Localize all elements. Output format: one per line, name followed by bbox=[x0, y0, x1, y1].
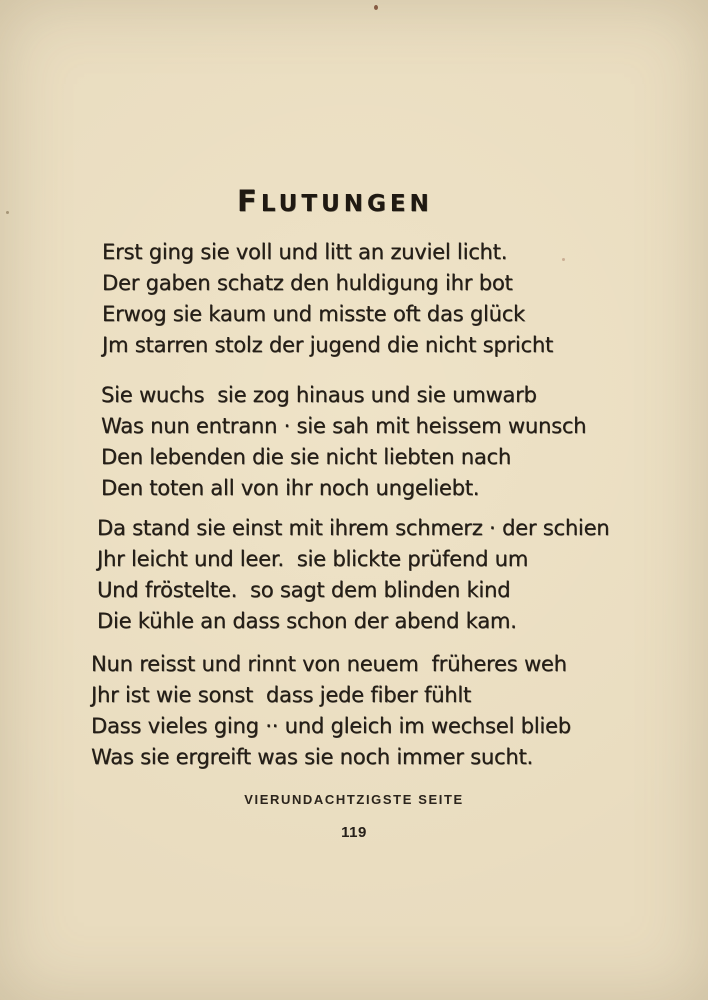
poem-line: Was nun entrann · sie sah mit heissem wunsch bbox=[101, 414, 587, 438]
poem-line: Jhr leicht und leer. sie blickte prüfend um bbox=[97, 547, 528, 571]
poem-line: Was sie ergreift was sie noch immer sucht. bbox=[91, 745, 533, 769]
poem-line: Erst ging sie voll und litt an zuviel licht. bbox=[102, 240, 508, 264]
paper-speck bbox=[6, 211, 9, 214]
poem-line: Jm starren stolz der jugend die nicht spricht bbox=[102, 333, 554, 357]
poem-line: Dass vieles ging ·· und gleich im wechsel blieb bbox=[91, 714, 571, 738]
poem-title: FLUTUNGEN bbox=[237, 184, 433, 218]
poem-line: Die kühle an dass schon der abend kam. bbox=[97, 609, 517, 633]
page-number: 119 bbox=[341, 824, 367, 841]
stanza-4 bbox=[0, 649, 708, 773]
poem-line: Und fröstelte. so sagt dem blinden kind bbox=[97, 578, 511, 602]
poem-line: Den toten all von ihr noch ungeliebt. bbox=[101, 476, 480, 500]
footer-caption: VIERUNDACHTZIGSTE SEITE bbox=[244, 792, 464, 807]
stanza-1 bbox=[0, 237, 708, 361]
poem-line: Der gaben schatz den huldigung ihr bot bbox=[102, 271, 513, 295]
poem-line: Da stand sie einst mit ihrem schmerz · der schien bbox=[97, 516, 610, 540]
poem-line: Den lebenden die sie nicht liebten nach bbox=[101, 445, 511, 469]
poem-line: Nun reisst und rinnt von neuem früheres weh bbox=[91, 652, 567, 676]
poem-line: Sie wuchs sie zog hinaus und sie umwarb bbox=[101, 383, 537, 407]
paper-speck bbox=[374, 5, 378, 10]
stanza-2 bbox=[0, 380, 708, 504]
poem-line: Erwog sie kaum und misste oft das glück bbox=[102, 302, 526, 326]
stanza-3 bbox=[0, 513, 708, 637]
poem-line: Jhr ist wie sonst dass jede fiber fühlt bbox=[91, 683, 472, 707]
